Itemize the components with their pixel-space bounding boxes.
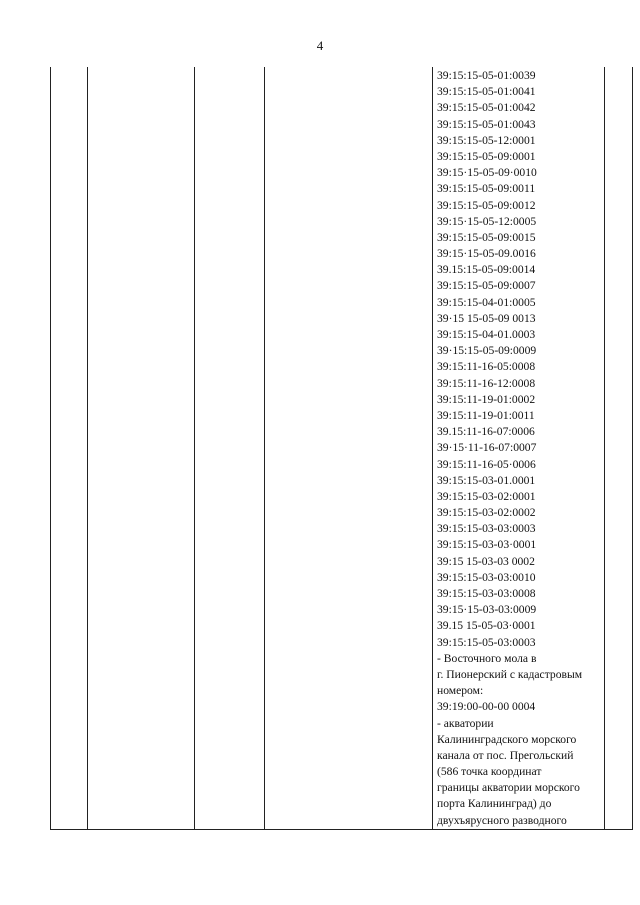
content-line: 39:15:15-05-03:0003 [437, 635, 536, 649]
content-line: 39:15:15-03-02:0001 [437, 489, 536, 503]
content-line: 39.15 15-05-03·0001 [437, 619, 536, 633]
content-line: 39:15:15-05-09:0015 [437, 230, 536, 244]
content-line: 39:19:00-00-00 0004 [437, 700, 536, 714]
content-line: 39:15:15-05-09:0012 [437, 198, 536, 212]
document-table [50, 67, 633, 830]
table-cell-col4 [265, 67, 433, 829]
content-line: 39:15:15-05-01:0039 [437, 69, 536, 82]
content-line: 39:15·15-05-09·0010 [437, 166, 537, 180]
content-line: канала от пос. Прегольский [437, 748, 574, 762]
content-line: номером: [437, 684, 484, 698]
content-line: двухъярусного разводного [437, 813, 567, 827]
content-line: границы акватории морского [437, 781, 580, 795]
content-line: 39·15:15-05-09:0009 [437, 344, 537, 358]
content-line: 39:15:15-05-09:0007 [437, 279, 536, 293]
content-line: 39:15:15-05-12:0001 [437, 133, 536, 147]
content-line: 39·15 15-05-09 0013 [437, 311, 536, 325]
content-line: - акватории [437, 716, 494, 730]
content-line: 39:15 15-03-03 0002 [437, 554, 535, 568]
content-line: г. Пионерский с кадастровым [437, 667, 583, 681]
table-cell-col6 [605, 67, 633, 829]
content-line: 39:15:15-05-09:0011 [437, 182, 536, 196]
content-line: 39:15:11-16-05·0006 [437, 457, 536, 471]
content-line: Калининградского морского [437, 732, 577, 746]
content-line: 39:15:15-05-09:0001 [437, 149, 536, 163]
content-line: 39:15:15-03-01.0001 [437, 473, 536, 487]
content-line: 39:15:15-03-02:0002 [437, 506, 536, 520]
page-number: 4 [316, 38, 324, 53]
content-line: 39:15:15-04-01.0003 [437, 328, 536, 341]
content-line: (586 точка координат [437, 765, 542, 779]
content-line: 39:15·15-03-03:0009 [437, 603, 537, 617]
content-line: 39:15:15-05-01:0042 [437, 101, 536, 115]
table-cell-content [433, 67, 605, 829]
content-line: 39:15:15-03-03·0001 [437, 538, 537, 552]
content-line: 39:15:15-03-03:0010 [437, 570, 536, 584]
table-cell-col3 [195, 67, 265, 829]
content-line: 39:15:15-05-01:0043 [437, 117, 536, 131]
content-line: 39:15:15-04-01:0005 [437, 295, 536, 309]
cadastral-lines [437, 68, 601, 829]
content-line: 39:15:11-16-05:0008 [437, 360, 536, 374]
content-line: 39:15·15-05-12:0005 [437, 214, 537, 228]
content-line: 39:15:11-19-01:0011 [437, 408, 535, 422]
content-line: 39.15:15-05-09:0014 [437, 263, 536, 277]
content-line: порта Калининград) до [437, 797, 552, 811]
content-line: 39:15:15-03-03:0003 [437, 522, 536, 536]
content-line: 39:15:11-19-01:0002 [437, 392, 536, 406]
content-line: 39·15·11-16-07:0007 [437, 441, 537, 455]
content-line: 39:15:15-05-01:0041 [437, 85, 536, 99]
table-row [51, 67, 633, 829]
table-cell-col1 [51, 67, 88, 829]
content-line: - Восточного мола в [437, 651, 537, 665]
content-line: 39:15:11-16-12:0008 [437, 376, 536, 390]
content-line: 39:15:15-03-03:0008 [437, 587, 536, 600]
content-line: 39.15:11-16-07:0006 [437, 425, 535, 439]
table-cell-col2 [88, 67, 195, 829]
content-line: 39:15·15-05-09.0016 [437, 247, 536, 261]
